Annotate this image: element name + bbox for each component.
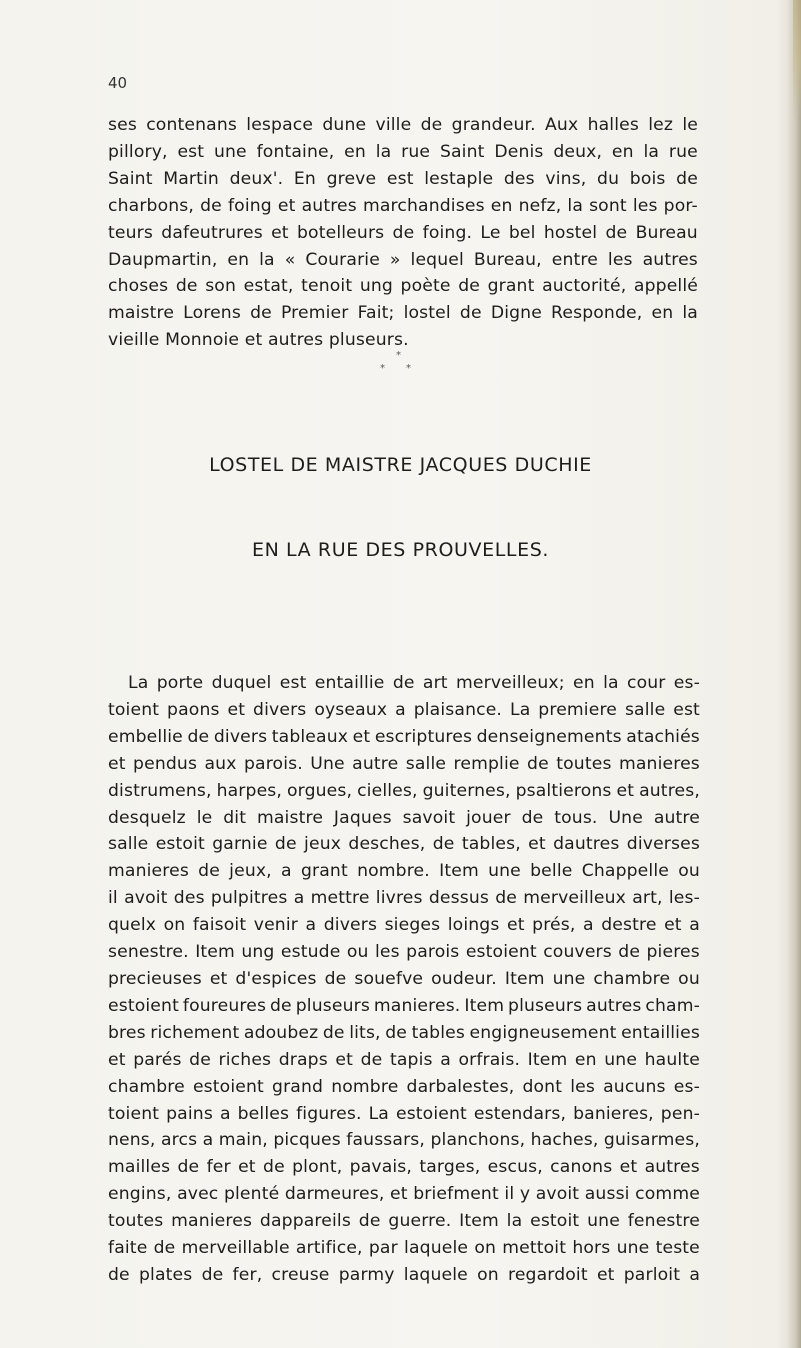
text-line: et pendus aux parois. Une autre salle remplie de toutes manieres xyxy=(108,753,700,774)
ornament-star: * xyxy=(406,363,411,374)
ornament-star: * xyxy=(380,363,385,374)
page-edge-shadow xyxy=(787,0,801,1348)
text-line: senestre. Item ung estude ou les parois estoient couvers de pieres xyxy=(108,942,700,963)
text-line: salle estoit garnie de jeux desches, de tables, et dautres diverses xyxy=(108,834,700,855)
paragraph-1 xyxy=(108,112,698,354)
section-heading-line-2: EN LA RUE DES PROUVELLES. xyxy=(251,539,549,561)
ornament-star: * xyxy=(396,350,401,361)
text-line: et parés de riches draps et de tapis a orfrais. Item en une haulte xyxy=(108,1049,700,1070)
text-line: mailles de fer et de plont, pavais, targes, escus, canons et autres xyxy=(108,1157,700,1178)
text-line: Daupmartin, en la « Courarie » lequel Bureau, entre les autres xyxy=(108,249,698,270)
page-number: 40 xyxy=(108,74,128,92)
text-line: distrumens, harpes, orgues, cielles, guiternes, psaltierons et autres, xyxy=(108,780,700,801)
text-line: il avoit des pulpitres a mettre livres dessus de merveilleux art, les- xyxy=(108,888,700,909)
text-line: chambre estoient grand nombre darbalestes, dont les aucuns es- xyxy=(108,1076,700,1097)
text-line: vieille Monnoie et autres pluseurs. xyxy=(108,330,409,351)
text-line: desquelz le dit maistre Jaques savoit jouer de tous. Une autre xyxy=(108,807,700,828)
text-line: faite de merveillable artifice, par laquele on mettoit hors une teste xyxy=(108,1238,700,1259)
text-line: toient paons et divers oyseaux a plaisance. La premiere salle est xyxy=(108,699,700,720)
text-line: choses de son estat, tenoit ung poète de grant auctorité, appellé xyxy=(108,276,698,297)
paragraph-2 xyxy=(108,670,700,1289)
text-line: teurs dafeutrures et botelleurs de foing. Le bel hostel de Bureau xyxy=(108,222,698,243)
text-line: quelx on faisoit venir a divers sieges loings et prés, a destre et a xyxy=(108,915,700,936)
page-edge-mark xyxy=(793,0,801,120)
asterism-ornament xyxy=(0,350,801,390)
text-line: toient pains a belles figures. La estoient estendars, banieres, pen- xyxy=(108,1103,700,1124)
text-line: precieuses et d'espices de souefve oudeur. Item une chambre ou xyxy=(108,968,700,989)
text-line: Saint Martin deux'. En greve est lestaple des vins, du bois de xyxy=(108,168,698,189)
text-line: ses contenans lespace dune ville de grandeur. Aux halles lez le xyxy=(108,115,698,135)
text-line: toutes manieres dappareils de guerre. Item la estoit une fenestre xyxy=(108,1211,700,1232)
text-line: estoient foureures de pluseurs manieres. Item pluseurs autres cham- xyxy=(108,995,700,1016)
text-line: manieres de jeux, a grant nombre. Item une belle Chappelle ou xyxy=(108,861,700,882)
text-line: charbons, de foing et autres marchandises en nefz, la sont les por- xyxy=(108,195,698,216)
text-line: pillory, est une fontaine, en la rue Saint Denis deux, en la rue xyxy=(108,141,698,162)
text-line: embellie de divers tableaux et escriptures denseignements atachiés xyxy=(108,726,700,747)
text-line: maistre Lorens de Premier Fait; lostel de Digne Responde, en la xyxy=(108,303,698,324)
text-line: de plates de fer, creuse parmy laquele on regardoit et parloit a xyxy=(108,1264,700,1285)
text-line: La porte duquel est entaillie de art merveilleux; en la cour es- xyxy=(128,673,700,693)
text-line: nens, arcs a main, picques faussars, planchons, haches, guisarmes, xyxy=(108,1130,700,1151)
text-line: engins, avec plenté darmeures, et briefment il y avoit aussi comme xyxy=(108,1184,700,1205)
section-heading-line-1: LOSTEL DE MAISTRE JACQUES DUCHIE xyxy=(209,454,592,476)
text-line: bres richement adoubez de lits, de tables engigneusement entaillies xyxy=(108,1022,700,1043)
